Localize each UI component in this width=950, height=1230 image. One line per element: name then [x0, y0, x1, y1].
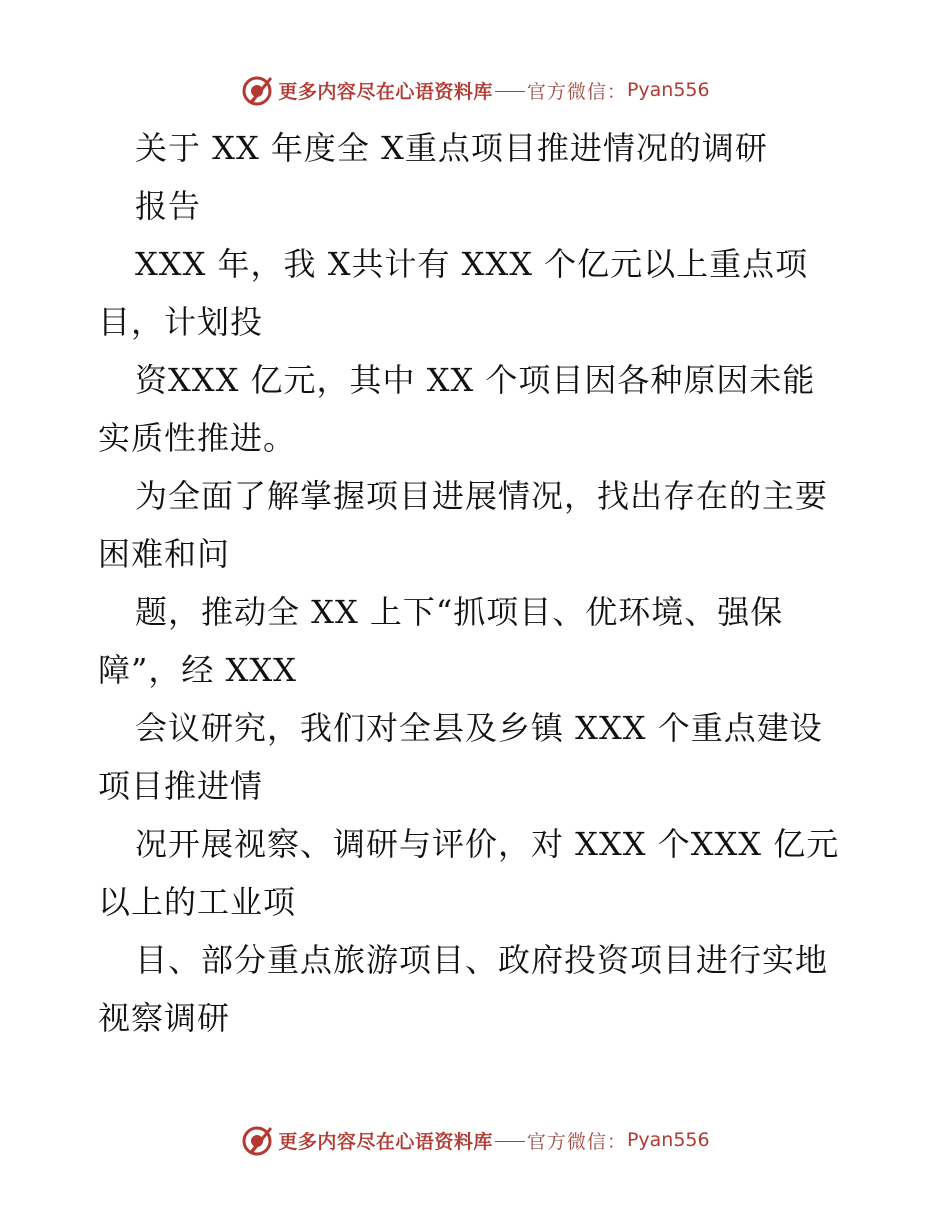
watermark-text: 更多内容尽在心语资料库 [278, 1130, 493, 1153]
paragraph-line: 困难和问 [98, 535, 231, 573]
document-title-line-1: 关于 XX 年度全 X重点项目推进情况的调研 [135, 129, 768, 167]
paragraph-line: 况开展视察、调研与评价，对 XXX 个XXX 亿元 [135, 825, 840, 863]
watermark-label: 官方微信： [526, 1130, 627, 1153]
watermark-dash [495, 91, 525, 92]
quill-pen-logo-icon [240, 73, 274, 107]
watermark-label: 官方微信： [526, 80, 627, 103]
watermark-banner-top [0, 70, 950, 110]
paragraph-line: 项目推进情 [98, 767, 264, 805]
paragraph-line: 以上的工业项 [98, 883, 297, 921]
watermark-id: Pyan556 [626, 79, 710, 101]
paragraph-line: 为全面了解掌握项目进展情况，找出存在的主要 [135, 477, 829, 515]
paragraph-line: 资XXX 亿元，其中 XX 个项目因各种原因未能 [135, 361, 816, 399]
paragraph-line: 视察调研 [98, 999, 231, 1037]
paragraph-line: 实质性推进。 [98, 419, 297, 457]
paragraph-line: 目，计划投 [98, 303, 264, 341]
paragraph-line: XXX 年，我 X共计有 XXX 个亿元以上重点项 [135, 245, 809, 283]
paragraph-line: 题，推动全 XX 上下“抓项目、优环境、强保 [135, 593, 784, 631]
paragraph-line: 目、部分重点旅游项目、政府投资项目进行实地 [135, 941, 829, 979]
watermark-banner-bottom [0, 1120, 950, 1160]
paragraph-line: 会议研究，我们对全县及乡镇 XXX 个重点建设 [135, 709, 823, 747]
watermark-text: 更多内容尽在心语资料库 [278, 80, 493, 103]
document-title-line-2: 报告 [135, 187, 202, 225]
watermark-dash [495, 1141, 525, 1142]
paragraph-line: 障”，经 XXX [98, 651, 297, 689]
watermark-id: Pyan556 [626, 1129, 710, 1151]
quill-pen-logo-icon [240, 1123, 274, 1157]
